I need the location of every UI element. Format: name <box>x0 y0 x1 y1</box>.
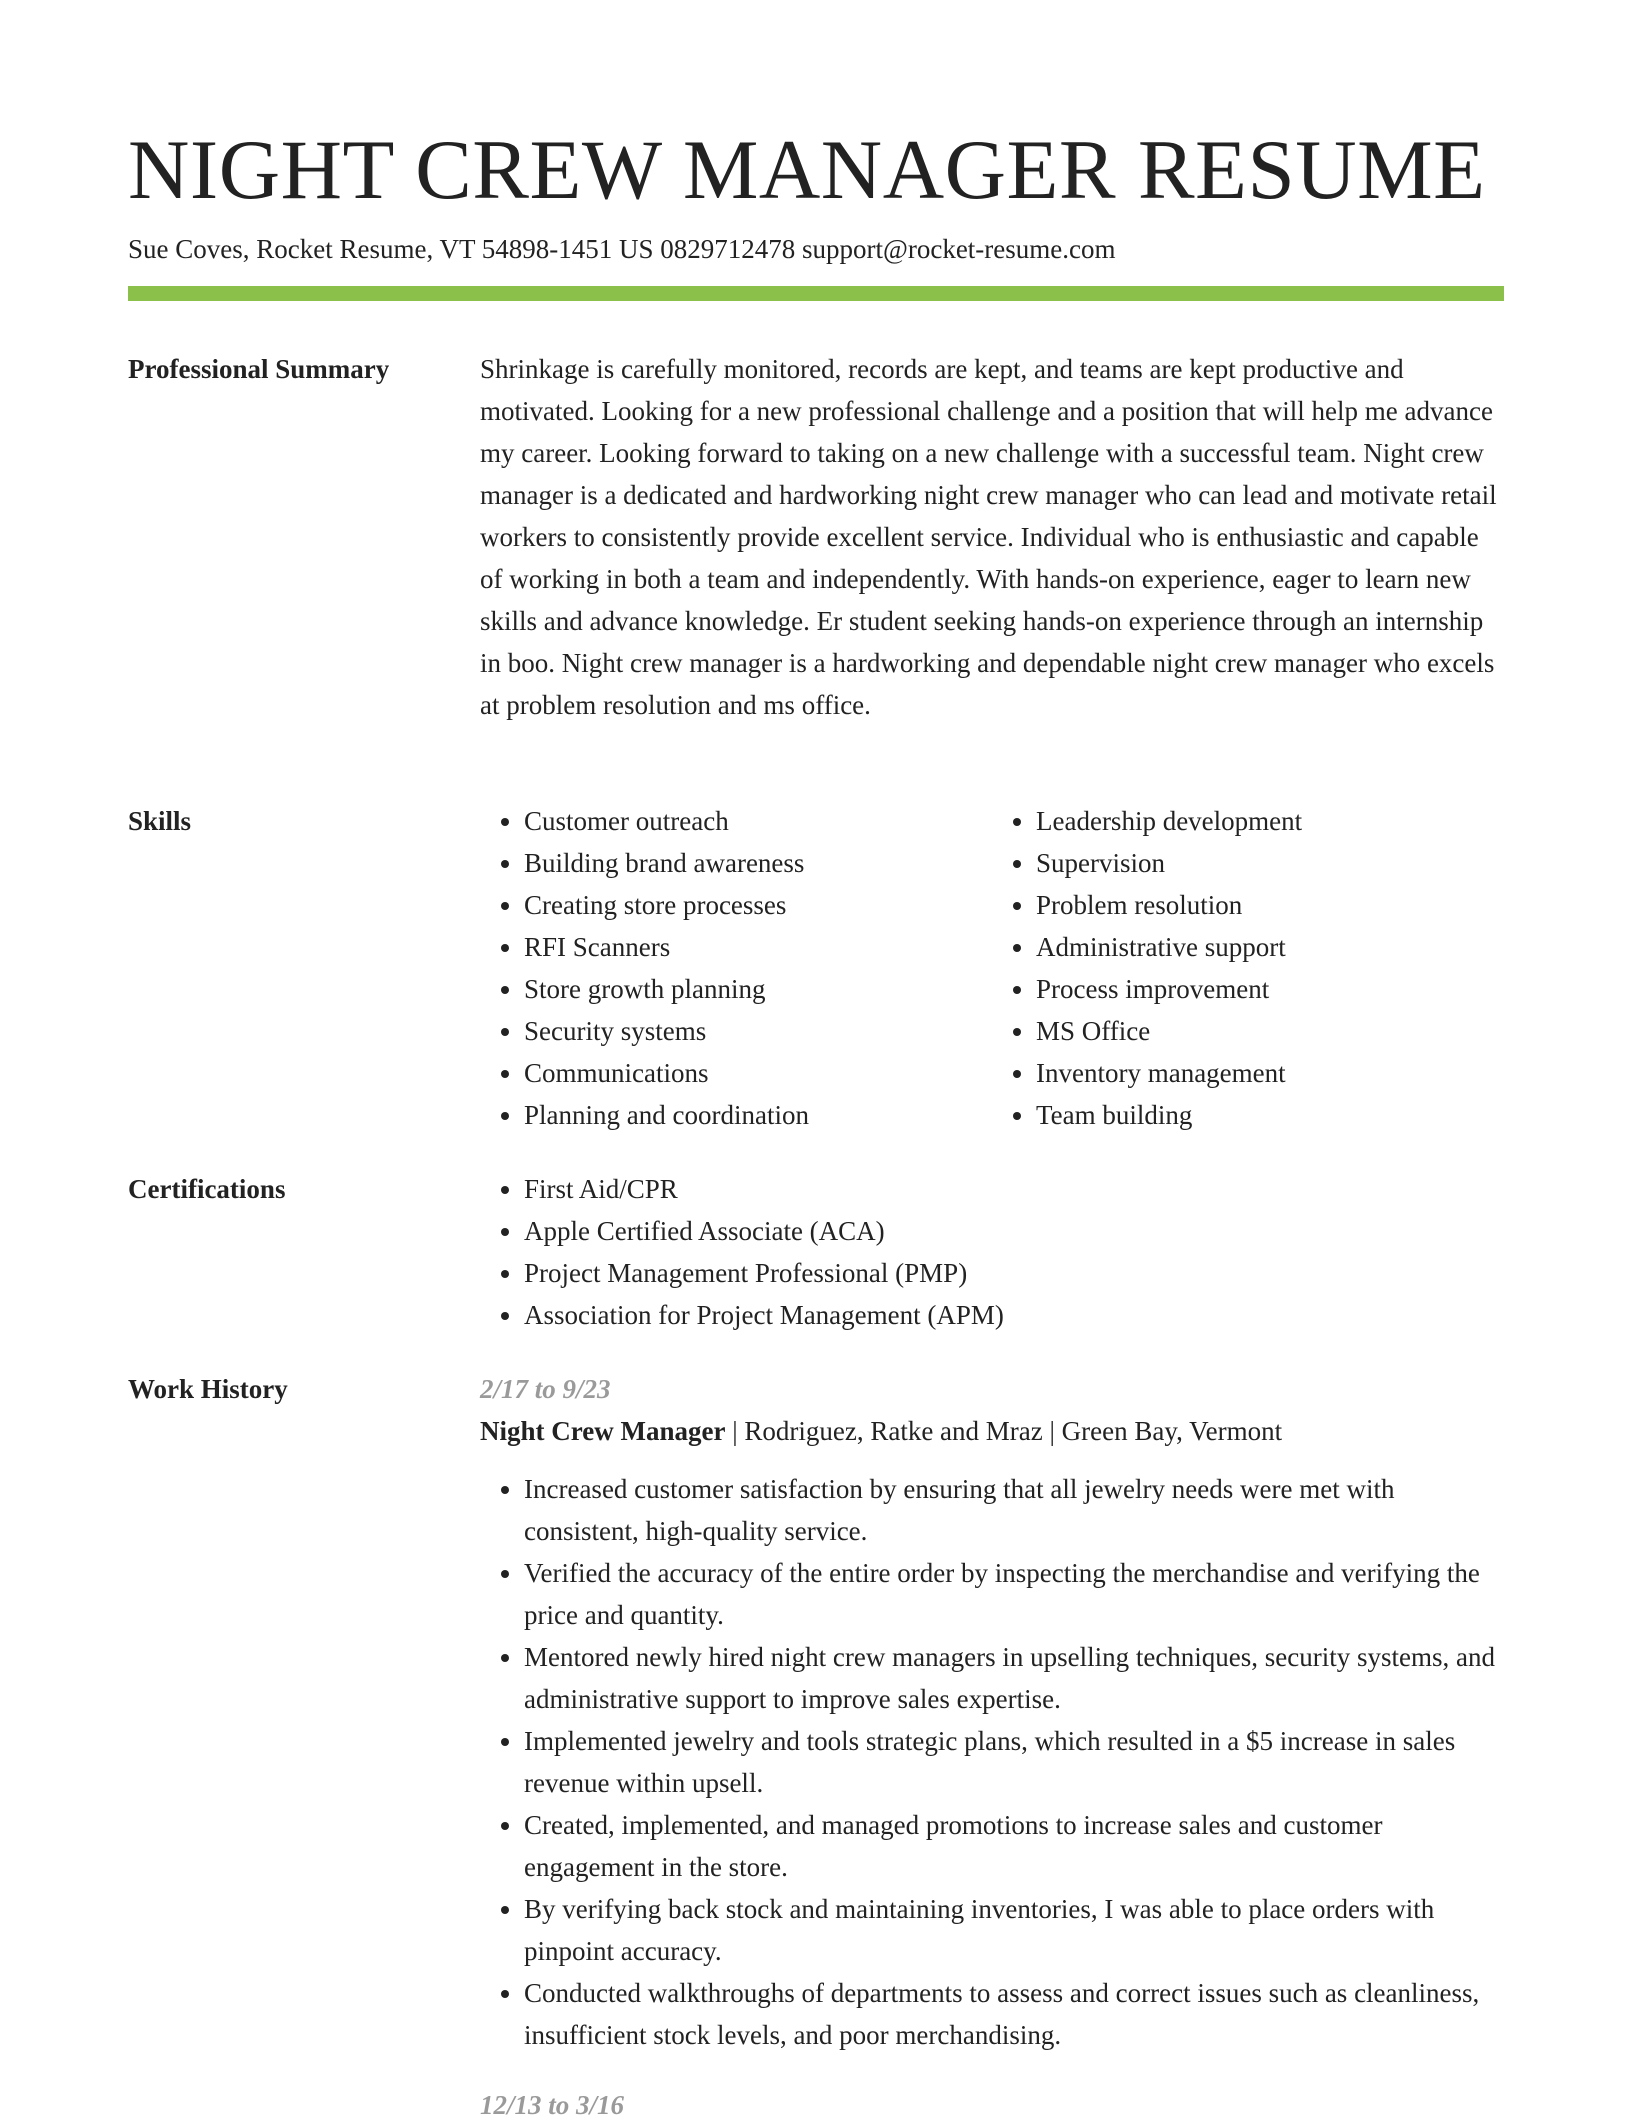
skill-item: • Leadership development <box>1036 800 1504 842</box>
skill-item: • Customer outreach <box>524 800 992 842</box>
skills-list-right <box>992 800 1504 1136</box>
skill-item: • Security systems <box>524 1010 992 1052</box>
job-duty-item: • Implemented jewelry and tools strategic plans, which resulted in a $5 increase in sales revenue within upsell. <box>524 1720 1504 1804</box>
job-duty-item: • Conducted walkthroughs of departments to assess and correct issues such as cleanliness, insufficient stock levels, and poor merchandising. <box>524 1972 1504 2056</box>
skill-item: • Planning and coordination <box>524 1094 992 1136</box>
job-employer-location: | Rodriguez, Ratke and Mraz | Green Bay, Vermont <box>725 1416 1283 1446</box>
certification-item: • Association for Project Management (APM) <box>524 1294 1504 1336</box>
certifications-list <box>480 1168 1504 1336</box>
skills-content <box>480 800 1504 1136</box>
job-duty-item: • By verifying back stock and maintaining inventories, I was able to place orders with pinpoint accuracy. <box>524 1888 1504 1972</box>
job-date: 12/13 to 3/16 <box>480 2090 625 2120</box>
skill-item: • Communications <box>524 1052 992 1094</box>
skill-item: • Administrative support <box>1036 926 1504 968</box>
skill-item: • Team building <box>1036 1094 1504 1136</box>
job-heading <box>480 1410 1504 1452</box>
skill-item: • Problem resolution <box>1036 884 1504 926</box>
job-duty-item: • Verified the accuracy of the entire order by inspecting the merchandise and verifying the price and quantity. <box>524 1552 1504 1636</box>
summary-content <box>480 348 1504 726</box>
certification-item: • Apple Certified Associate (ACA) <box>524 1210 1504 1252</box>
job-date: 2/17 to 9/23 <box>480 1374 611 1404</box>
skill-item: • Process improvement <box>1036 968 1504 1010</box>
job-duty-item: • Mentored newly hired night crew managers in upselling techniques, security systems, and administrative support to improve sales expertise. <box>524 1636 1504 1720</box>
job-title: Night Crew Manager <box>480 1416 726 1446</box>
summary-text: Shrinkage is carefully monitored, records are kept, and teams are kept productive and motivated. Looking for a new professional challenge and a position that will help me advance my career. Looking forward to taking on a new challenge with a successful team. Night crew manager is a dedicated and hardworking night crew manager who can lead and motivate retail workers to consistently provide excellent service. Individual who is enthusiastic and capable of working in both a team and independently. With hands-on experience, eager to learn new skills and advance knowledge. Er student seeking hands-on experience through an internship in boo. Night crew manager is a hardworking and dependable night crew manager who excels at problem resolution and ms office. <box>480 354 1497 720</box>
skill-item: • Store growth planning <box>524 968 992 1010</box>
summary-label: Professional Summary <box>128 354 390 384</box>
certification-item: • First Aid/CPR <box>524 1168 1504 1210</box>
job-duty-item: • Created, implemented, and managed promotions to increase sales and customer engagement in the store. <box>524 1804 1504 1888</box>
skill-item: • MS Office <box>1036 1010 1504 1052</box>
skill-item: • Inventory management <box>1036 1052 1504 1094</box>
contact-line: Sue Coves, Rocket Resume, VT 54898-1451 US 0829712478 support@rocket-resume.com <box>128 234 1116 264</box>
skill-item: • Creating store processes <box>524 884 992 926</box>
job-duty-item: • Increased customer satisfaction by ensuring that all jewelry needs were met with consistent, high-quality service. <box>524 1468 1504 1552</box>
job-duties-list <box>480 1468 1504 2056</box>
skill-item: • Building brand awareness <box>524 842 992 884</box>
skill-item: • Supervision <box>1036 842 1504 884</box>
skills-list-left <box>480 800 992 1136</box>
resume-title: NIGHT CREW MANAGER RESUME <box>128 123 1486 217</box>
skill-item: • RFI Scanners <box>524 926 992 968</box>
work-history-label: Work History <box>128 1374 288 1404</box>
work-history-content <box>480 1368 1504 2126</box>
certifications-content <box>480 1168 1504 1336</box>
accent-divider <box>128 286 1504 301</box>
certifications-label: Certifications <box>128 1174 286 1204</box>
certification-item: • Project Management Professional (PMP) <box>524 1252 1504 1294</box>
skills-label: Skills <box>128 806 192 836</box>
